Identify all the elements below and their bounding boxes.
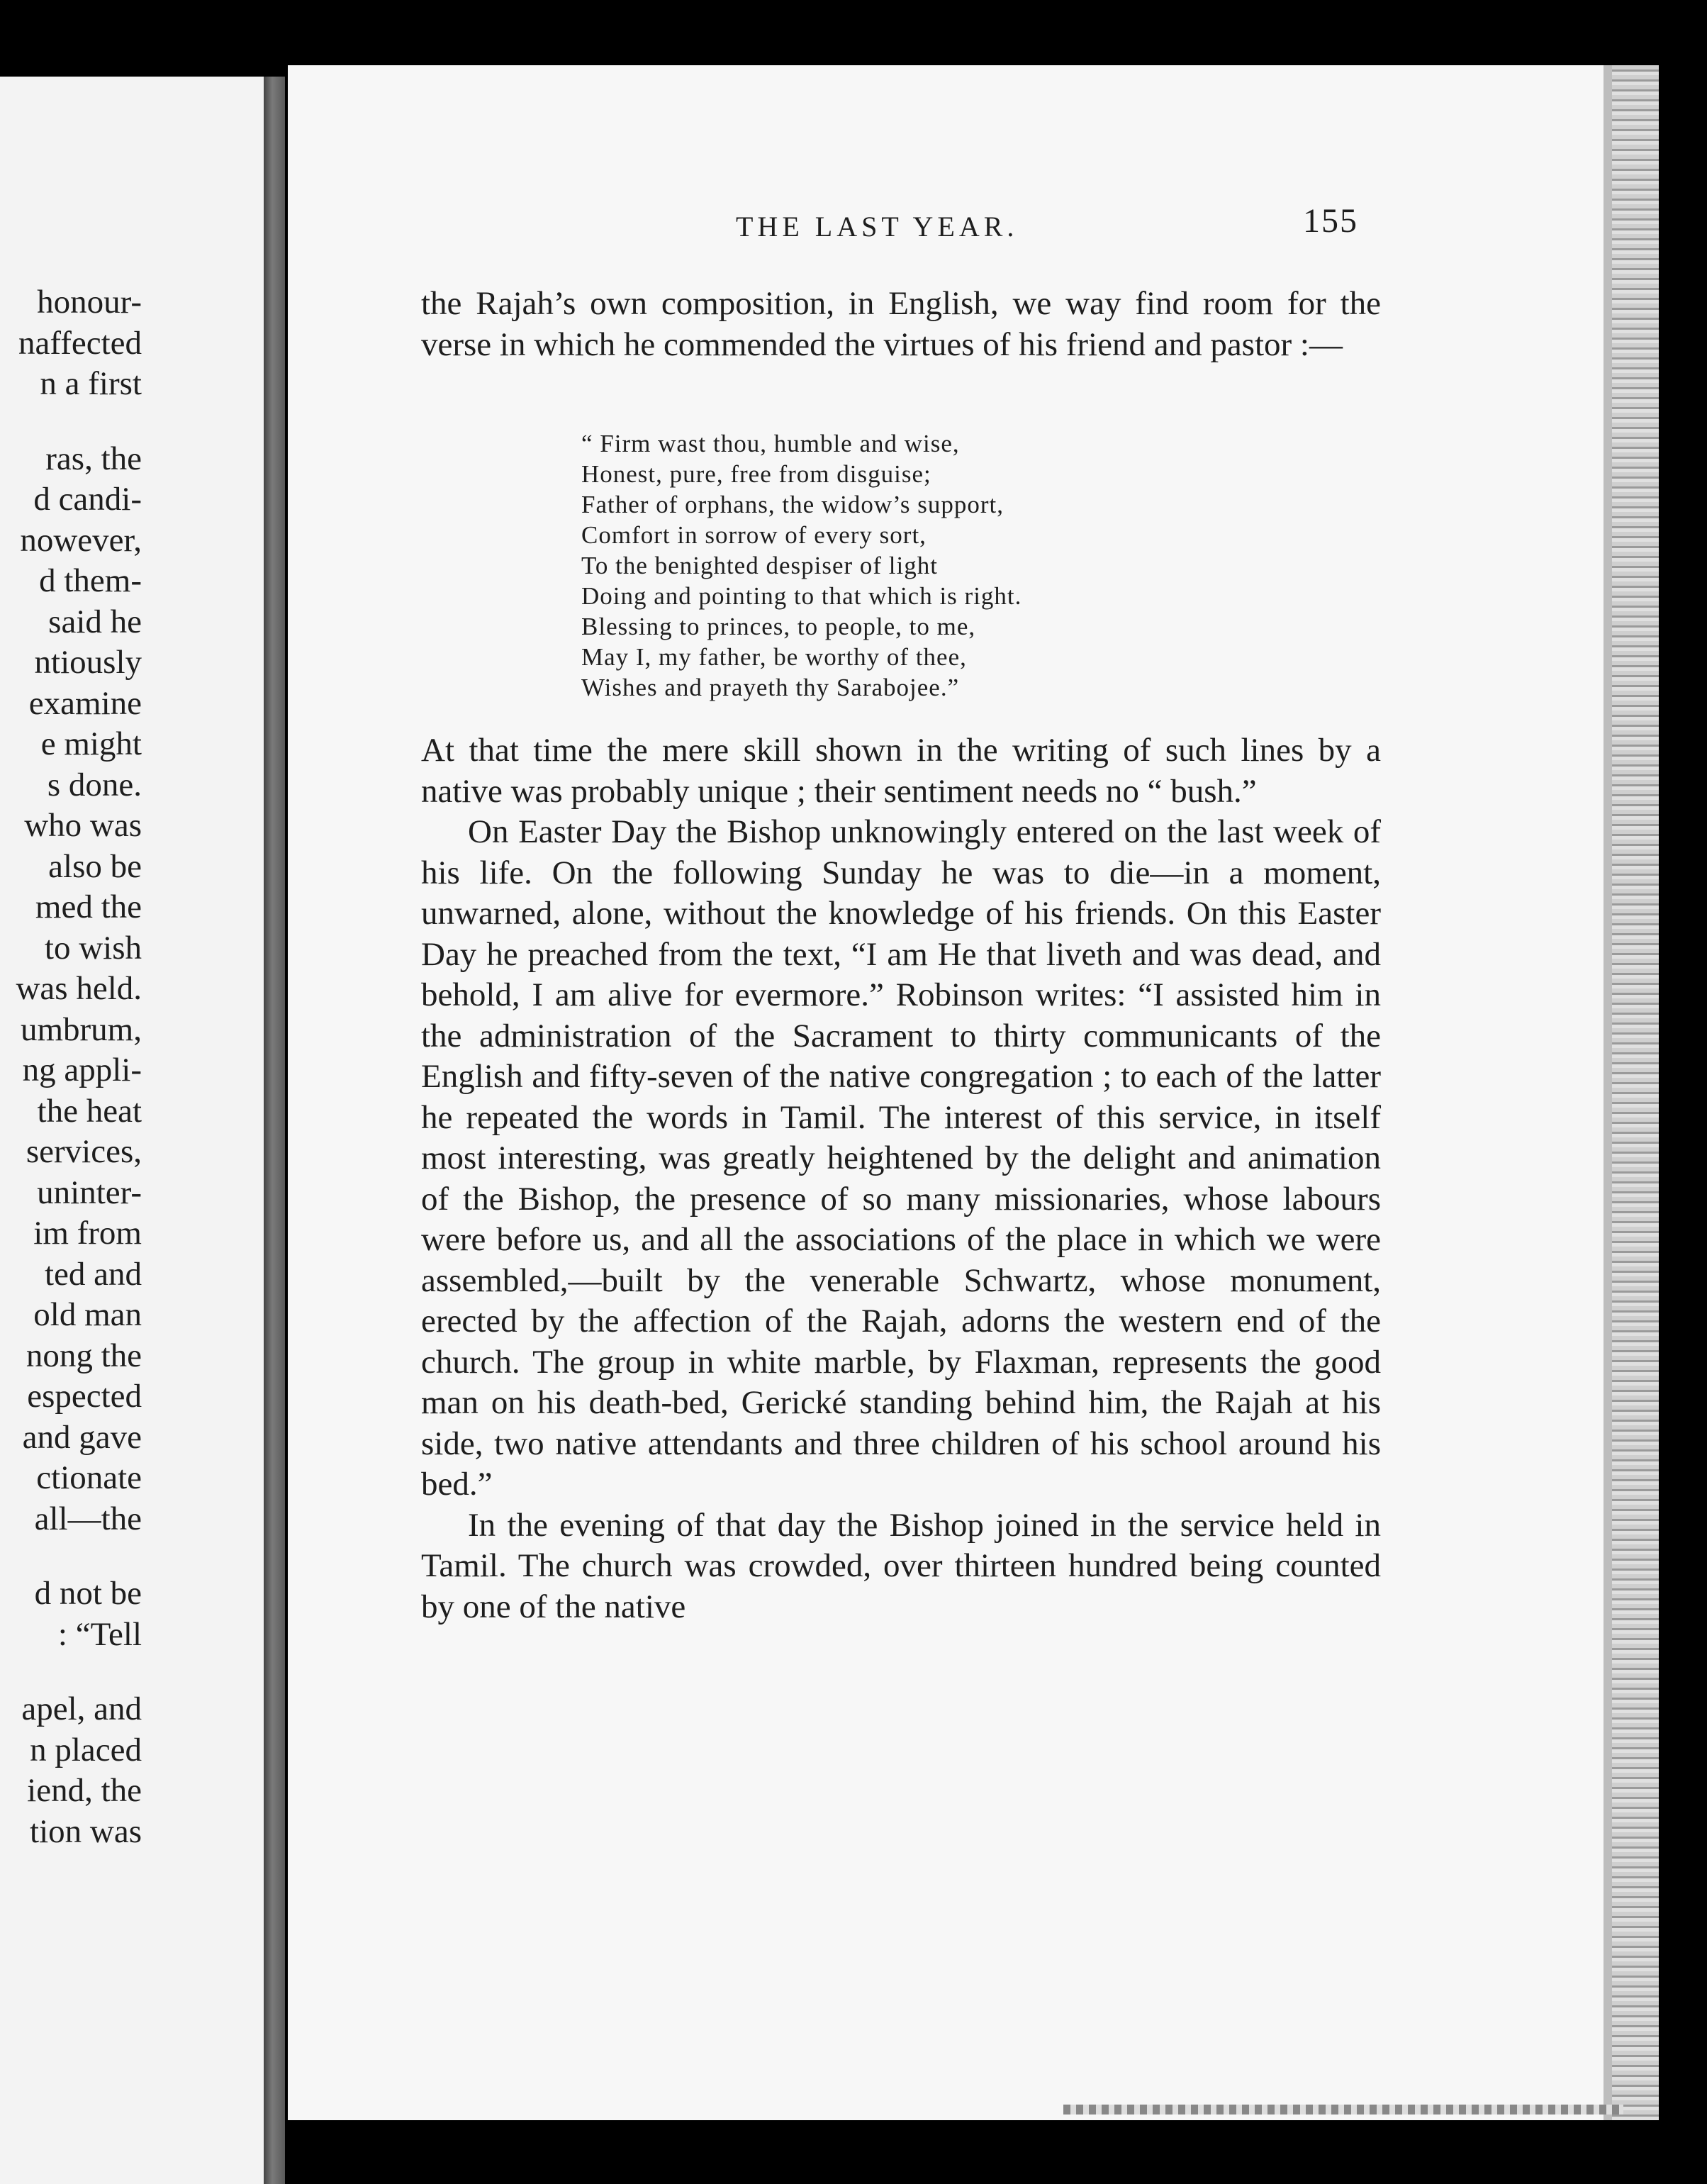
left-page-line: services, xyxy=(26,1133,142,1170)
left-page-line: ctionate xyxy=(36,1459,142,1496)
left-page-line: ted and xyxy=(44,1255,142,1293)
verse-line: “ Firm wast thou, humble and wise, xyxy=(581,430,960,457)
left-page-line: nong the xyxy=(26,1337,142,1374)
left-page-line: to wish xyxy=(44,929,142,966)
intro-paragraph xyxy=(421,284,1381,365)
verse-line: May I, my father, be worthy of thee, xyxy=(581,643,967,671)
main-text xyxy=(421,730,1381,1627)
left-page-line: who was xyxy=(24,807,142,844)
left-page-text xyxy=(0,282,142,1852)
left-page-line: naffected xyxy=(18,324,142,362)
verse-line: Wishes and prayeth thy Sarabojee.” xyxy=(581,674,960,701)
left-page-line: honour- xyxy=(37,284,142,321)
left-page-line: iend, the xyxy=(27,1772,142,1809)
left-page-line: nowever, xyxy=(20,521,142,559)
left-page-line: : “Tell xyxy=(57,1615,142,1653)
page-edge xyxy=(1612,65,1659,2120)
left-page-line: examine xyxy=(28,684,142,722)
left-page-line: tion was xyxy=(30,1812,142,1850)
left-page-line: and gave xyxy=(22,1418,142,1456)
left-page-line: the heat xyxy=(37,1092,142,1130)
left-page-line: ras, the xyxy=(45,440,142,477)
book-gutter xyxy=(264,77,285,2184)
left-page-line: ng appli- xyxy=(22,1052,142,1088)
left-page-line: d them- xyxy=(39,562,142,599)
verse-block xyxy=(581,428,1022,703)
running-head: THE LAST YEAR. xyxy=(736,211,1019,243)
paragraph-gap xyxy=(0,1539,142,1573)
left-page-line: s done. xyxy=(47,766,142,803)
paragraph-3: In the evening of that day the Bishop joined in the service held in Tamil. The church was crowded, over thirteen hundred being counted by one of the native xyxy=(421,1506,1381,1625)
left-page-line: med the xyxy=(35,888,142,925)
paragraph-gap xyxy=(0,405,142,439)
left-page-line: was held. xyxy=(16,970,142,1007)
left-page-line: old man xyxy=(33,1296,142,1333)
left-page-line: uninter- xyxy=(37,1174,142,1211)
verse-line: Blessing to princes, to people, to me, xyxy=(581,613,976,640)
left-page-line: e might xyxy=(40,725,142,762)
paragraph-2: On Easter Day the Bishop unknowingly entered on the last week of his life. On the following Sunday he was to die—in a moment, unwarned, alone, without the knowledge of his friends. On this Easter Day he preached from the text, “I am He that liveth and was dead, and behold, I am alive for evermore.” Robinson writes: “I assisted him in the administration of the Sacrament to thirty communicants of the English and fifty-seven of the native congregation ; to each of the latter he repeated the words in Tamil. The interest of this service, in itself most interesting, was greatly heightened by the delight and animation of the Bishop, the presence of so many missionaries, whose labours were before us, and all the associations of the place in which we were assembled,—built by the venerable Schwartz, whose monument, erected by the affection of the Rajah, adorns the western end of the church. The group in white marble, by Flaxman, represents the good man on his death-bed, Gerické standing behind him, the Rajah at his side, two native attendants and three children of his school around his bed.” xyxy=(421,813,1381,1503)
left-page-line: n placed xyxy=(30,1731,142,1768)
left-page-line: espected xyxy=(27,1378,142,1415)
verse-line: Father of orphans, the widow’s support, xyxy=(581,491,1004,518)
left-page-line: d not be xyxy=(34,1575,142,1612)
left-page-line: d candi- xyxy=(33,481,142,518)
left-page xyxy=(0,77,264,2184)
left-page-line: umbrum, xyxy=(20,1010,142,1048)
paragraph-1: At that time the mere skill shown in the writing of such lines by a native was probably unique ; their sentiment needs no “ bush.” xyxy=(421,732,1381,810)
intro-text: the Rajah’s own composition, in English, we way find room for the verse in which he commended the virtues of his friend and pastor :— xyxy=(421,285,1381,363)
left-page-line: n a first xyxy=(40,365,142,402)
left-page-line: ntiously xyxy=(34,644,142,681)
verse-line: To the benighted despiser of light xyxy=(581,552,938,579)
left-page-line: said he xyxy=(48,603,142,640)
left-page-line: also be xyxy=(48,847,142,885)
verse-line: Doing and pointing to that which is right. xyxy=(581,582,1022,610)
paragraph-gap xyxy=(0,1655,142,1689)
verse-line: Comfort in sorrow of every sort, xyxy=(581,521,927,549)
bottom-edge-wear xyxy=(1063,2105,1623,2115)
page-number: 155 xyxy=(1303,202,1358,240)
verse-line: Honest, pure, free from disguise; xyxy=(581,460,931,488)
left-page-line: apel, and xyxy=(21,1690,142,1727)
left-page-line: all—the xyxy=(34,1500,142,1537)
left-page-line: im from xyxy=(33,1215,142,1252)
